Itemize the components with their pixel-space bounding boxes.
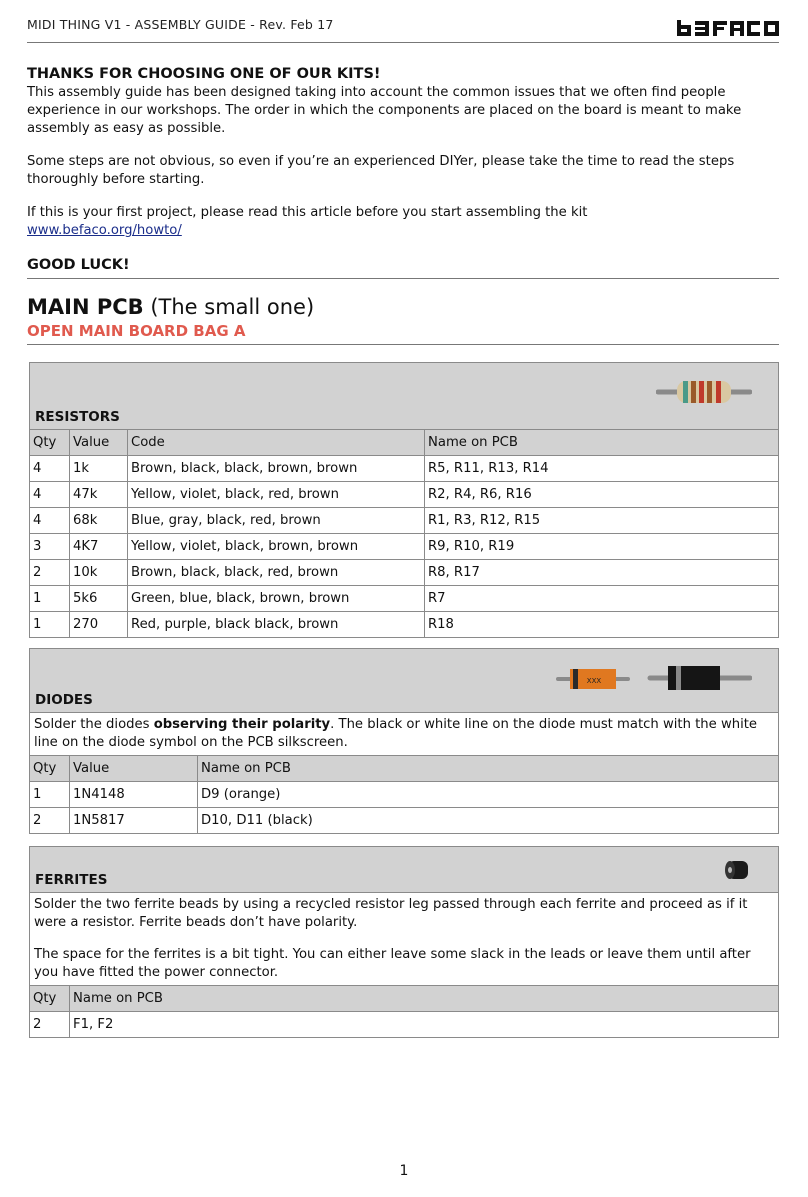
ferrites-col-name: Name on PCB	[70, 986, 779, 1012]
code-cell: Blue, gray, black, red, brown	[128, 508, 425, 534]
qty-cell: 4	[30, 456, 70, 482]
pcb-name-cell: R2, R4, R6, R16	[425, 482, 779, 508]
value-cell: 47k	[70, 482, 128, 508]
code-cell: Brown, black, black, red, brown	[128, 560, 425, 586]
diodes-description	[30, 713, 779, 756]
pcb-name-cell: R18	[425, 612, 779, 638]
table-row	[30, 612, 779, 638]
resistors-table	[29, 362, 779, 638]
intro-paragraph-3	[27, 204, 775, 240]
section-divider	[27, 344, 779, 345]
ferrites-desc-2: The space for the ferrites is a bit tight. You can either leave some slack in the leads or leave them until after you have fitted the power connector.	[34, 947, 751, 980]
qty-cell: 2	[30, 560, 70, 586]
pcb-name-cell: F1, F2	[70, 1012, 779, 1038]
diodes-description-row	[30, 713, 779, 756]
value-cell: 1N5817	[70, 808, 198, 834]
resistors-caption	[30, 363, 779, 430]
resistors-col-code: Code	[128, 430, 425, 456]
section-title	[27, 295, 314, 319]
resistors-header-row	[30, 430, 779, 456]
code-cell: Yellow, violet, black, red, brown	[128, 482, 425, 508]
document-title: MIDI THING V1 - ASSEMBLY GUIDE - Rev. Feb 17	[27, 17, 334, 32]
diodes-table	[29, 648, 779, 834]
value-cell: 10k	[70, 560, 128, 586]
pcb-name-cell: R8, R17	[425, 560, 779, 586]
ferrites-desc-1: Solder the two ferrite beads by using a recycled resistor leg passed through each ferrite and proceed as if it were a resistor. Ferrite beads don’t have polarity.	[34, 897, 748, 930]
value-cell: 1k	[70, 456, 128, 482]
diodes-col-qty: Qty	[30, 756, 70, 782]
header-divider	[27, 42, 779, 43]
ferrites-header-row	[30, 986, 779, 1012]
section-title-bold: MAIN PCB	[27, 295, 144, 319]
code-cell: Brown, black, black, brown, brown	[128, 456, 425, 482]
qty-cell: 1	[30, 586, 70, 612]
qty-cell: 4	[30, 508, 70, 534]
table-row	[30, 1012, 779, 1038]
qty-cell: 1	[30, 612, 70, 638]
qty-cell: 4	[30, 482, 70, 508]
ferrites-table	[29, 846, 779, 1038]
bag-instruction: OPEN MAIN BOARD BAG A	[27, 322, 246, 340]
diodes-desc-post: . The black or white line on the diode must match with the white line on the diode symbol on the PCB silkscreen.	[34, 717, 758, 750]
value-cell: 4K7	[70, 534, 128, 560]
resistors-col-value: Value	[70, 430, 128, 456]
ferrites-description-row	[30, 893, 779, 986]
code-cell: Green, blue, black, brown, brown	[128, 586, 425, 612]
pcb-name-cell: R7	[425, 586, 779, 612]
intro-heading: THANKS FOR CHOOSING ONE OF OUR KITS!	[27, 66, 381, 82]
ferrites-caption-row	[30, 847, 779, 893]
qty-cell: 2	[30, 1012, 70, 1038]
diodes-desc-pre: Solder the diodes	[34, 717, 154, 732]
diodes-icon	[556, 663, 752, 693]
ferrite-bead-icon	[724, 860, 750, 880]
value-cell: 5k6	[70, 586, 128, 612]
intro-paragraph-3-text: If this is your first project, please read this article before you start assembling the kit	[27, 205, 588, 220]
table-row	[30, 560, 779, 586]
diodes-header-row	[30, 756, 779, 782]
qty-cell: 2	[30, 808, 70, 834]
ferrites-description	[30, 893, 779, 986]
diodes-col-name: Name on PCB	[198, 756, 779, 782]
value-cell: 1N4148	[70, 782, 198, 808]
ferrites-title: FERRITES	[35, 872, 108, 888]
table-row	[30, 534, 779, 560]
resistors-title: RESISTORS	[35, 409, 120, 425]
resistors-col-name: Name on PCB	[425, 430, 779, 456]
intro-paragraph-2: Some steps are not obvious, so even if you’re an experienced DIYer, please take the time to read the steps thoroughly before starting.	[27, 154, 735, 187]
table-row	[30, 482, 779, 508]
intro-paragraph-1: This assembly guide has been designed taking into account the common issues that we often find people experience in our workshops. The order in which the components are placed on the board is meant to make assembly as easy as possible.	[27, 85, 742, 136]
table-row	[30, 782, 779, 808]
table-row	[30, 456, 779, 482]
diodes-caption-row	[30, 649, 779, 713]
section-title-rest: (The small one)	[143, 295, 315, 319]
intro-divider	[27, 278, 779, 279]
pcb-name-cell: D10, D11 (black)	[198, 808, 779, 834]
diodes-caption	[30, 649, 779, 713]
diodes-col-value: Value	[70, 756, 198, 782]
diodes-desc-bold: observing their polarity	[153, 717, 331, 732]
diode-chip-label: XXX	[586, 677, 602, 685]
resistor-icon	[656, 377, 752, 407]
pcb-name-cell: R1, R3, R12, R15	[425, 508, 779, 534]
befaco-logo	[677, 18, 779, 38]
pcb-name-cell: R5, R11, R13, R14	[425, 456, 779, 482]
pcb-name-cell: R9, R10, R19	[425, 534, 779, 560]
pcb-name-cell: D9 (orange)	[198, 782, 779, 808]
qty-cell: 3	[30, 534, 70, 560]
value-cell: 270	[70, 612, 128, 638]
table-row	[30, 586, 779, 612]
resistors-col-qty: Qty	[30, 430, 70, 456]
ferrites-col-qty: Qty	[30, 986, 70, 1012]
table-row	[30, 508, 779, 534]
good-luck-heading: GOOD LUCK!	[27, 257, 130, 273]
code-cell: Yellow, violet, black, brown, brown	[128, 534, 425, 560]
howto-link[interactable]: www.befaco.org/howto/	[27, 223, 182, 238]
page-number: 1	[399, 1163, 409, 1179]
qty-cell: 1	[30, 782, 70, 808]
ferrites-caption	[30, 847, 779, 893]
table-row	[30, 808, 779, 834]
resistors-caption-row	[30, 363, 779, 430]
code-cell: Red, purple, black black, brown	[128, 612, 425, 638]
value-cell: 68k	[70, 508, 128, 534]
diodes-title: DIODES	[35, 692, 93, 708]
